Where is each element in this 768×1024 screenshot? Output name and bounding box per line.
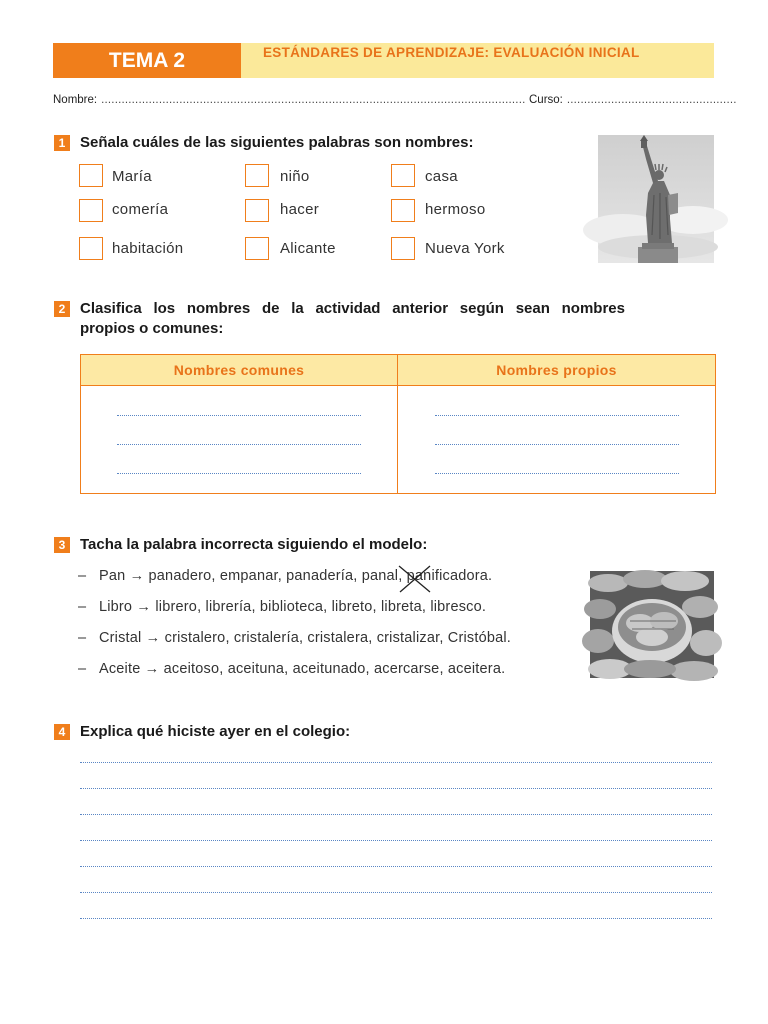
word-list: librero, librería, biblioteca, libreto, libreta, libresco. [155, 599, 487, 615]
nombre-field[interactable] [53, 94, 526, 106]
writing-line[interactable] [80, 840, 712, 841]
nombre-dotted-line: ............................................................................................................................. [101, 94, 526, 106]
word-label: casa [425, 168, 458, 185]
section3-question: Tacha la palabra incorrecta siguiendo el modelo: [80, 536, 428, 553]
writing-line[interactable] [80, 788, 712, 789]
base-word: Cristal [98, 630, 142, 646]
exercise-line: – Cristal → cristalero, cristalería, cristalera, cristalizar, Cristóbal. [78, 630, 512, 646]
checkbox[interactable] [245, 164, 269, 187]
curso-dotted-line: .................................................. [566, 94, 737, 106]
answer-line[interactable] [117, 473, 361, 474]
section2-question-line1: Clasifica los nombres de la actividad anterior según sean nombres [80, 300, 625, 317]
writing-line[interactable] [80, 814, 712, 815]
column-header-propios: Nombres propios [496, 362, 617, 378]
standards-title: ESTÁNDARES DE APRENDIZAJE: EVALUACIÓN INICIAL [263, 45, 640, 60]
checkbox[interactable] [391, 199, 415, 222]
exercise-line: – Pan → panadero, empanar, panadería, panal, panificadora. [78, 568, 493, 584]
checkbox[interactable] [245, 237, 269, 260]
section-number: 1 [54, 135, 70, 151]
writing-line[interactable] [80, 866, 712, 867]
word-list: aceitoso, aceituna, aceitunado, acercarse, aceitera. [163, 661, 506, 677]
bread-loaves-photo [590, 571, 714, 678]
writing-line[interactable] [80, 892, 712, 893]
curso-field[interactable] [529, 94, 737, 106]
column-header-comunes: Nombres comunes [173, 362, 305, 378]
word-label: Alicante [280, 240, 336, 257]
word-label: habitación [112, 240, 184, 257]
checkbox[interactable] [79, 199, 103, 222]
section2-question-line2: propios o comunes: [80, 320, 224, 337]
section-number: 3 [54, 537, 70, 553]
section1-question: Señala cuáles de las siguientes palabras son nombres: [80, 134, 474, 151]
answer-line[interactable] [435, 415, 679, 416]
word-label: María [112, 168, 152, 185]
word-label: hermoso [425, 201, 486, 218]
standards-banner [241, 43, 714, 78]
answer-line[interactable] [435, 444, 679, 445]
base-word: Aceite [98, 661, 141, 677]
curso-label: Curso: [529, 94, 563, 106]
checkbox[interactable] [391, 164, 415, 187]
checkbox[interactable] [79, 237, 103, 260]
exercise-line: – Libro → librero, librería, biblioteca, libreto, libreta, libresco. [78, 599, 487, 615]
section4-question: Explica qué hiciste ayer en el colegio: [80, 723, 351, 740]
section-number: 2 [54, 301, 70, 317]
checkbox[interactable] [245, 199, 269, 222]
writing-line[interactable] [80, 762, 712, 763]
word-list: panadero, empanar, panadería, panal, panificadora. [148, 568, 493, 584]
answer-line[interactable] [435, 473, 679, 474]
word-label: hacer [280, 201, 320, 218]
exercise-line: – Aceite → aceitoso, aceituna, aceitunado, acercarse, aceitera. [78, 661, 506, 677]
word-label: comería [112, 201, 169, 218]
section-number: 4 [54, 724, 70, 740]
tema-title: TEMA 2 [53, 43, 241, 78]
word-label: niño [280, 168, 310, 185]
checkbox[interactable] [79, 164, 103, 187]
answer-line[interactable] [117, 444, 361, 445]
checkbox[interactable] [391, 237, 415, 260]
writing-line[interactable] [80, 918, 712, 919]
base-word: Libro [98, 599, 133, 615]
base-word: Pan [98, 568, 126, 584]
word-list: cristalero, cristalería, cristalera, cristalizar, Cristóbal. [164, 630, 512, 646]
statue-of-liberty-photo [598, 135, 714, 263]
nombre-label: Nombre: [53, 94, 98, 106]
word-label: Nueva York [425, 240, 505, 257]
cross-mark-icon [396, 564, 434, 594]
classification-table [80, 354, 716, 494]
column-divider [397, 355, 398, 493]
answer-line[interactable] [117, 415, 361, 416]
